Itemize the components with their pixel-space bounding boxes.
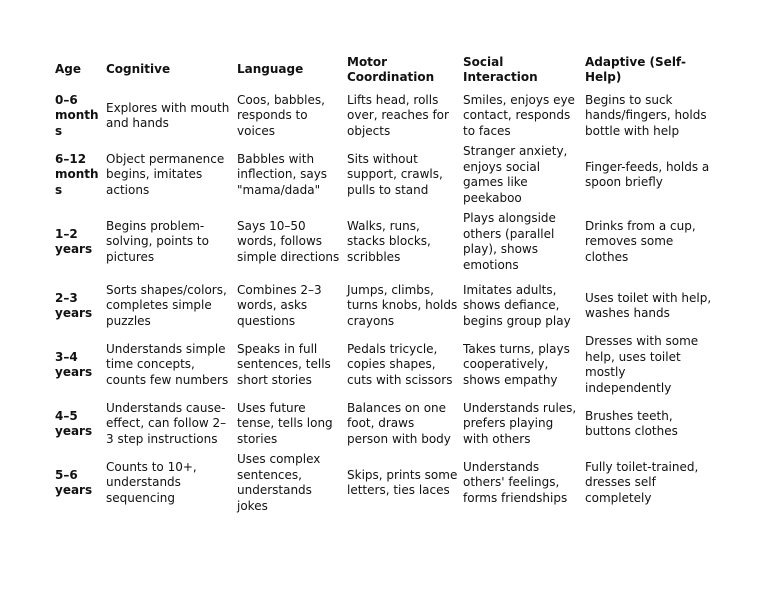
header-cognitive: Cognitive <box>106 62 171 77</box>
social-cell: Stranger anxiety, enjoys social games like peekaboo <box>463 144 568 205</box>
motor-cell: Jumps, climbs, turns knobs, holds crayons <box>347 282 458 328</box>
motor-cell: Sits without support, crawls, pulls to stand <box>347 151 443 197</box>
header-motor-coordination: Motor Coordination <box>347 54 435 84</box>
motor-cell: Pedals tricycle, copies shapes, cuts with scissors <box>347 341 453 387</box>
header-language: Language <box>237 62 304 77</box>
table-row <box>53 278 715 334</box>
cognitive-cell: Begins problem-solving, points to pictures <box>106 218 209 264</box>
header-row <box>53 52 715 88</box>
adaptive-cell: Brushes teeth, buttons clothes <box>585 408 678 438</box>
motor-cell: Balances on one foot, draws person with body <box>347 400 451 446</box>
table-row <box>53 396 715 452</box>
age-cell: 2–3 years <box>55 290 93 320</box>
age-cell: 1–2 years <box>55 226 93 256</box>
age-cell: 3–4 years <box>55 349 93 379</box>
social-cell: Plays alongside others (parallel play), shows emotions <box>463 211 556 272</box>
table-row <box>53 144 715 206</box>
motor-cell: Lifts head, rolls over, reaches for objects <box>347 92 449 138</box>
cognitive-cell: Object permanence begins, imitates actions <box>106 151 225 197</box>
cognitive-cell: Understands cause-effect, can follow 2–3 step instructions <box>106 400 227 446</box>
language-cell: Says 10–50 words, follows simple directions <box>237 218 340 264</box>
motor-cell: Skips, prints some letters, ties laces <box>347 467 458 497</box>
cognitive-cell: Counts to 10+, understands sequencing <box>106 459 197 505</box>
header-adaptive: Adaptive (Self-Help) <box>585 54 686 84</box>
adaptive-cell: Finger-feeds, holds a spoon briefly <box>585 159 710 189</box>
adaptive-cell: Uses toilet with help, washes hands <box>585 290 712 320</box>
development-milestones-table <box>53 52 715 514</box>
language-cell: Babbles with inflection, says "mama/dada" <box>237 151 328 197</box>
age-cell: 0–6 months <box>55 92 99 138</box>
language-cell: Combines 2–3 words, asks questions <box>237 282 322 328</box>
social-cell: Understands rules, prefers playing with others <box>463 400 577 446</box>
social-cell: Understands others' feelings, forms friendships <box>463 459 568 505</box>
language-cell: Coos, babbles, responds to voices <box>237 92 325 138</box>
language-cell: Speaks in full sentences, tells short stories <box>237 341 331 387</box>
header-social-interaction: Social Interaction <box>463 54 538 84</box>
social-cell: Smiles, enjoys eye contact, responds to faces <box>463 92 575 138</box>
cognitive-cell: Sorts shapes/colors, completes simple puzzles <box>106 282 227 328</box>
adaptive-cell: Begins to suck hands/fingers, holds bottle with help <box>585 92 707 138</box>
social-cell: Takes turns, plays cooperatively, shows empathy <box>463 341 570 387</box>
header-age: Age <box>55 62 82 77</box>
language-cell: Uses complex sentences, understands jokes <box>237 452 321 513</box>
cognitive-cell: Understands simple time concepts, counts few numbers <box>106 341 229 387</box>
adaptive-cell: Fully toilet-trained, dresses self completely <box>585 459 699 505</box>
table-row <box>53 452 715 514</box>
cognitive-cell: Explores with mouth and hands <box>106 100 230 130</box>
age-cell: 4–5 years <box>55 408 93 438</box>
social-cell: Imitates adults, shows defiance, begins group play <box>463 282 571 328</box>
age-cell: 5–6 years <box>55 467 93 497</box>
motor-cell: Walks, runs, stacks blocks, scribbles <box>347 218 431 264</box>
language-cell: Uses future tense, tells long stories <box>237 400 333 446</box>
adaptive-cell: Drinks from a cup, removes some clothes <box>585 218 696 264</box>
table-row <box>53 334 715 396</box>
age-cell: 6–12 months <box>55 151 99 197</box>
adaptive-cell: Dresses with some help, uses toilet mostly independently <box>585 334 699 395</box>
table-row <box>53 88 715 144</box>
table-row <box>53 206 715 278</box>
